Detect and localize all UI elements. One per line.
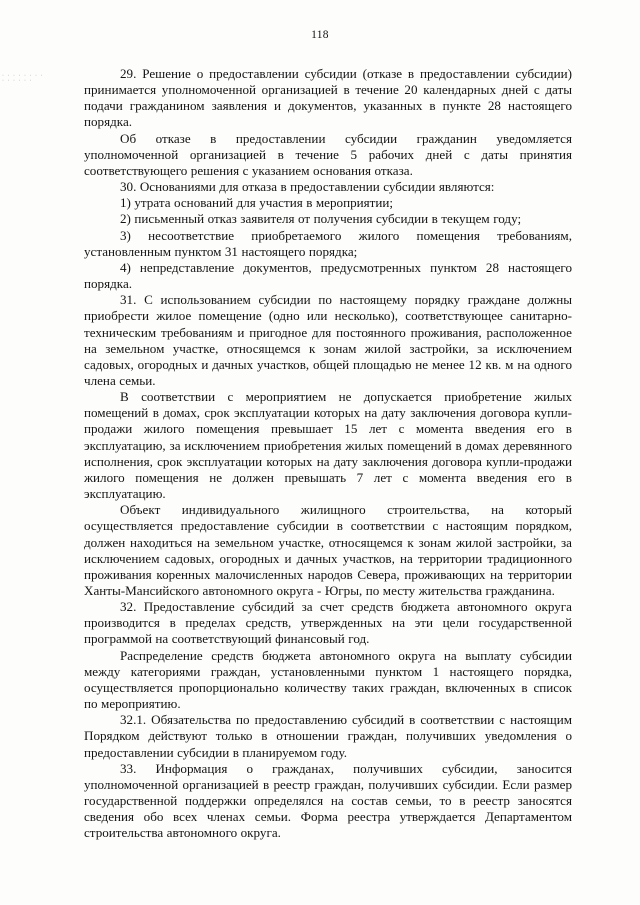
paragraph-32-1: 32.1. Обязательства по предоставлению субсидий в соответствии с настоящим Порядком действуют только в отношении граждан, получивших уведомления о предоставлении субсидии в планируемом году. bbox=[84, 712, 572, 760]
paragraph-29: 29. Решение о предоставлении субсидии (отказе в предоставлении субсидии) принимается уполномоченной организацией в течение 20 календарных дней с даты подачи гражданином заявления и документов, указанных в пункте 28 настоящего порядка. bbox=[84, 66, 572, 130]
list-item-30-2: 2) письменный отказ заявителя от получения субсидии в текущем году; bbox=[120, 211, 522, 227]
paragraph-32-distribution: Распределение средств бюджета автономного округа на выплату субсидии между категориями граждан, установленными пунктом 1 настоящего порядка, осуществляется пропорционально количеству таких граждан, включенных в список по мероприятию. bbox=[84, 647, 572, 712]
list-item-30-3: 3) несоответствие приобретаемого жилого помещения требованиям, установленным пунктом 31 настоящего порядка; bbox=[84, 227, 572, 259]
paragraph-32: 32. Предоставление субсидий за счет средств бюджета автономного округа производится в пределах средств, утвержденных на эти цели государственной программой на соответствующий финансовый год. bbox=[84, 599, 572, 647]
list-item-30-4: 4) непредставление документов, предусмотренных пунктом 28 настоящего порядка. bbox=[84, 259, 572, 292]
margin-scan-mark: · · · · · · · · · · · · · · bbox=[2, 73, 44, 84]
paragraph-31-housing-age: В соответствии с мероприятием не допускается приобретение жилых помещений в домах, срок эксплуатации которых на дату заключения договора купли-продажи жилого помещения превышает 15 лет с момента введения его в эксплуатацию, за исключением приобретения жилых помещений в домах деревянного исполнения, срок эксплуатации которых на дату заключения договора купли-продажи жилого помещения не должен превышать 7 лет с момента введения его в эксплуатацию. bbox=[84, 389, 572, 502]
document-body bbox=[84, 66, 572, 842]
paragraph-30: 30. Основаниями для отказа в предоставлении субсидии являются: bbox=[120, 179, 495, 195]
page-number: 118 bbox=[311, 29, 329, 41]
paragraph-33: 33. Информация о гражданах, получивших субсидии, заносится уполномоченной организацией в реестр граждан, получивших субсидии. Если размер государственной поддержки определялся на состав семьи, то в реестр заносятся сведения обо всех членах семьи. Форма реестра утверждается Департаментом строительства автономного округа. bbox=[84, 760, 572, 841]
list-item-30-1: 1) утрата оснований для участия в мероприятии; bbox=[120, 195, 394, 211]
paragraph-31-individual-construction: Объект индивидуального жилищного строительства, на который осуществляется предоставление субсидии в соответствии с настоящим порядком, должен находиться на земельном участке, относящемся к зонам жилой застройки, за исключением садовых, огородных и дачных участков, на территории традиционного проживания коренных малочисленных народов Севера, проживающих на территории Ханты-Мансийского автономного округа - Югры, по месту жительства гражданина. bbox=[84, 502, 572, 598]
paragraph-refusal-notice: Об отказе в предоставлении субсидии гражданин уведомляется уполномоченной организацией в течение 5 рабочих дней с даты принятия соответствующего решения с указанием основания отказа. bbox=[84, 130, 572, 178]
paragraph-31: 31. С использованием субсидии по настоящему порядку граждане должны приобрести жилое помещение (одно или несколько), соответствующее санитарно-техническим требованиям и пригодное для постоянного проживания, расположенное на земельном участке, относящемся к зонам жилой застройки, за исключением садовых, огородных и дачных участков, общей площадью не менее 12 кв. м на одного члена семьи. bbox=[84, 292, 572, 388]
